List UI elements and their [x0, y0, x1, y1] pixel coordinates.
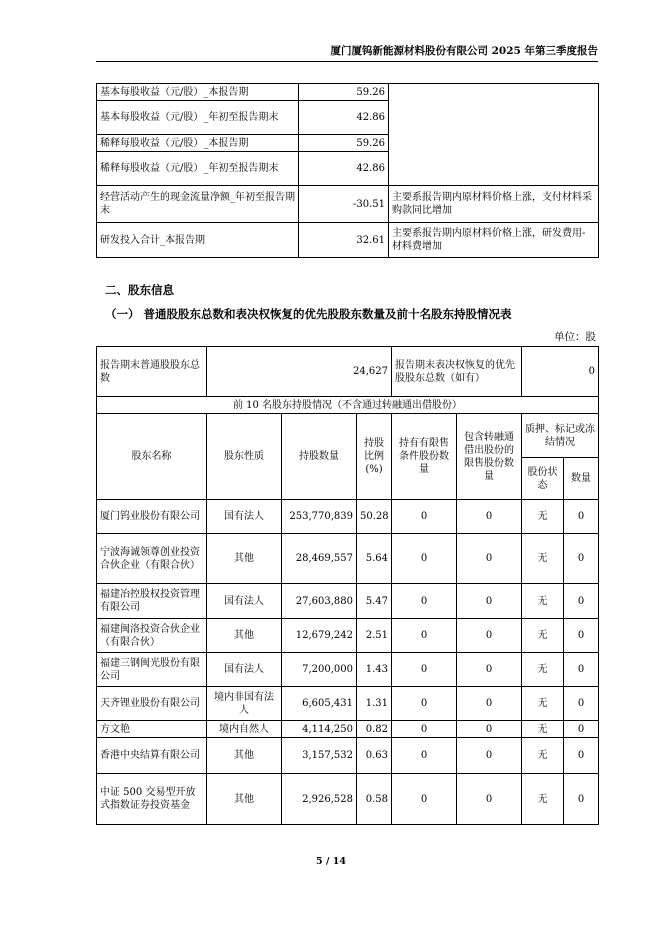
- section-subtitle: （一） 普通股股东总数和表决权恢复的优先股股东数量及前十名股东持股情况表: [105, 307, 512, 321]
- shareholder-shares: 4,114,250: [282, 721, 357, 738]
- top10-caption: 前 10 名股东持股情况（不含通过转融通出借股份）: [97, 397, 599, 414]
- preferred-holders-label: 报告期末表决权恢复的优先股股东总数（如有）: [392, 347, 522, 397]
- shareholder-name: 福建闽洛投资合伙企业（有限合伙）: [97, 619, 207, 653]
- shareholder-shares: 3,157,532: [282, 738, 357, 774]
- indicator-value: 42.86: [299, 101, 389, 135]
- shareholder-lending: 0: [457, 584, 522, 619]
- shareholder-qty: 0: [564, 534, 599, 584]
- page-header: 厦门厦钨新能源材料股份有限公司 2025 年第三季度报告: [96, 44, 598, 62]
- shareholder-qty: 0: [564, 619, 599, 653]
- indicator-reason: 主要系报告期内原材料价格上涨，支付材料采购款同比增加: [389, 186, 599, 223]
- shareholder-restricted: 0: [392, 500, 457, 534]
- shareholder-ratio: 5.64: [357, 534, 392, 584]
- shareholder-restricted: 0: [392, 619, 457, 653]
- total-holders-label: 报告期末普通股股东总数: [97, 347, 207, 397]
- shareholder-shares: 7,200,000: [282, 653, 357, 687]
- indicator-table: [96, 83, 599, 258]
- shareholder-nature: 国有法人: [207, 500, 282, 534]
- shareholder-name: 福建冶控股权投资管理有限公司: [97, 584, 207, 619]
- shareholder-nature: 国有法人: [207, 584, 282, 619]
- shareholder-status: 无: [522, 687, 564, 721]
- shareholder-restricted: 0: [392, 774, 457, 825]
- shareholder-restricted: 0: [392, 653, 457, 687]
- header-row: [97, 414, 599, 458]
- shareholder-status: 无: [522, 738, 564, 774]
- shareholder-status: 无: [522, 653, 564, 687]
- col-header-restricted: 持有有限售条件股份数量: [392, 414, 457, 500]
- total-holders-value: 24,627: [207, 347, 392, 397]
- shareholder-status: 无: [522, 534, 564, 584]
- shareholder-restricted: 0: [392, 687, 457, 721]
- col-header-nature: 股东性质: [207, 414, 282, 500]
- shareholder-qty: 0: [564, 500, 599, 534]
- indicator-value: 42.86: [299, 152, 389, 186]
- shareholder-shares: 12,679,242: [282, 619, 357, 653]
- table-row: [97, 223, 599, 258]
- col-header-shares: 持股数量: [282, 414, 357, 500]
- col-header-status: 股份状态: [522, 458, 564, 500]
- shareholder-ratio: 5.47: [357, 584, 392, 619]
- shareholder-qty: 0: [564, 721, 599, 738]
- shareholder-shares: 28,469,557: [282, 534, 357, 584]
- shareholder-name: 天齐锂业股份有限公司: [97, 687, 207, 721]
- shareholder-lending: 0: [457, 738, 522, 774]
- indicator-value: -30.51: [299, 186, 389, 223]
- unit-label: 单位：股: [554, 331, 596, 343]
- shareholder-status: 无: [522, 774, 564, 825]
- shareholder-shares: 27,603,880: [282, 584, 357, 619]
- indicator-value: 59.26: [299, 135, 389, 152]
- indicator-label: 稀释每股收益（元/股）_年初至报告期末: [97, 152, 299, 186]
- shareholder-qty: 0: [564, 738, 599, 774]
- table-row: [97, 534, 599, 584]
- indicator-label: 经营活动产生的现金流量净额_年初至报告期末: [97, 186, 299, 223]
- table-row: [97, 721, 599, 738]
- shareholder-restricted: 0: [392, 738, 457, 774]
- col-header-pledge: 质押、标记或冻结情况: [522, 414, 599, 458]
- shareholder-nature: 境内自然人: [207, 721, 282, 738]
- table-row: [97, 619, 599, 653]
- shareholder-status: 无: [522, 584, 564, 619]
- shareholder-lending: 0: [457, 721, 522, 738]
- indicator-value: 32.61: [299, 223, 389, 258]
- indicator-reason: 主要系报告期内原材料价格上涨，研发费用-材料费增加: [389, 223, 599, 258]
- table-row: [97, 84, 599, 101]
- shareholder-lending: 0: [457, 687, 522, 721]
- shareholder-name: 厦门钨业股份有限公司: [97, 500, 207, 534]
- shareholder-lending: 0: [457, 619, 522, 653]
- shareholder-qty: 0: [564, 774, 599, 825]
- shareholder-status: 无: [522, 500, 564, 534]
- shareholder-ratio: 50.28: [357, 500, 392, 534]
- shareholder-status: 无: [522, 721, 564, 738]
- shareholder-nature: 其他: [207, 619, 282, 653]
- indicator-label: 研发投入合计_本报告期: [97, 223, 299, 258]
- col-header-qty: 数量: [564, 458, 599, 500]
- shareholder-name: 福建三钢闽光股份有限公司: [97, 653, 207, 687]
- indicator-label: 稀释每股收益（元/股）_本报告期: [97, 135, 299, 152]
- shareholder-nature: 其他: [207, 774, 282, 825]
- table-row: [97, 186, 599, 223]
- shareholder-status: 无: [522, 619, 564, 653]
- shareholder-nature: 其他: [207, 534, 282, 584]
- shareholder-lending: 0: [457, 534, 522, 584]
- table-row: [97, 653, 599, 687]
- shareholder-shares: 253,770,839: [282, 500, 357, 534]
- shareholder-lending: 0: [457, 653, 522, 687]
- shareholder-name: 方文艳: [97, 721, 207, 738]
- shareholder-ratio: 0.63: [357, 738, 392, 774]
- shareholder-shares: 6,605,431: [282, 687, 357, 721]
- shareholder-name: 宁波海诚领尊创业投资合伙企业（有限合伙）: [97, 534, 207, 584]
- shareholder-ratio: 0.58: [357, 774, 392, 825]
- preferred-holders-value: 0: [522, 347, 599, 397]
- shareholder-name: 中证 500 交易型开放式指数证券投资基金: [97, 774, 207, 825]
- shareholder-nature: 境内非国有法人: [207, 687, 282, 721]
- table-row: [97, 584, 599, 619]
- section-title: 二、股东信息: [105, 283, 174, 297]
- shareholder-qty: 0: [564, 687, 599, 721]
- col-header-lending: 包含转融通借出股份的限售股份数量: [457, 414, 522, 500]
- indicator-label: 基本每股收益（元/股）_本报告期: [97, 84, 299, 101]
- table-row: [97, 687, 599, 721]
- col-header-name: 股东名称: [97, 414, 207, 500]
- shareholder-ratio: 1.31: [357, 687, 392, 721]
- page-number: 5 / 14: [316, 856, 346, 867]
- table-row: [97, 500, 599, 534]
- shareholder-ratio: 1.43: [357, 653, 392, 687]
- shareholder-ratio: 2.51: [357, 619, 392, 653]
- caption-row: [97, 397, 599, 414]
- shareholder-restricted: 0: [392, 721, 457, 738]
- shareholder-ratio: 0.82: [357, 721, 392, 738]
- shareholder-name: 香港中央结算有限公司: [97, 738, 207, 774]
- table-row: [97, 738, 599, 774]
- shareholder-lending: 0: [457, 774, 522, 825]
- shareholder-lending: 0: [457, 500, 522, 534]
- col-header-ratio: 持股比例(%): [357, 414, 392, 500]
- shareholder-restricted: 0: [392, 584, 457, 619]
- indicator-label: 基本每股收益（元/股）_年初至报告期末: [97, 101, 299, 135]
- table-row: [97, 774, 599, 825]
- shareholder-qty: 0: [564, 653, 599, 687]
- shareholder-shares: 2,926,528: [282, 774, 357, 825]
- shareholder-qty: 0: [564, 584, 599, 619]
- shareholder-restricted: 0: [392, 534, 457, 584]
- shareholder-table: [96, 346, 599, 825]
- indicator-value: 59.26: [299, 84, 389, 101]
- shareholder-nature: 其他: [207, 738, 282, 774]
- shareholder-nature: 国有法人: [207, 653, 282, 687]
- indicator-reason-blank: [389, 84, 599, 186]
- summary-row: [97, 347, 599, 397]
